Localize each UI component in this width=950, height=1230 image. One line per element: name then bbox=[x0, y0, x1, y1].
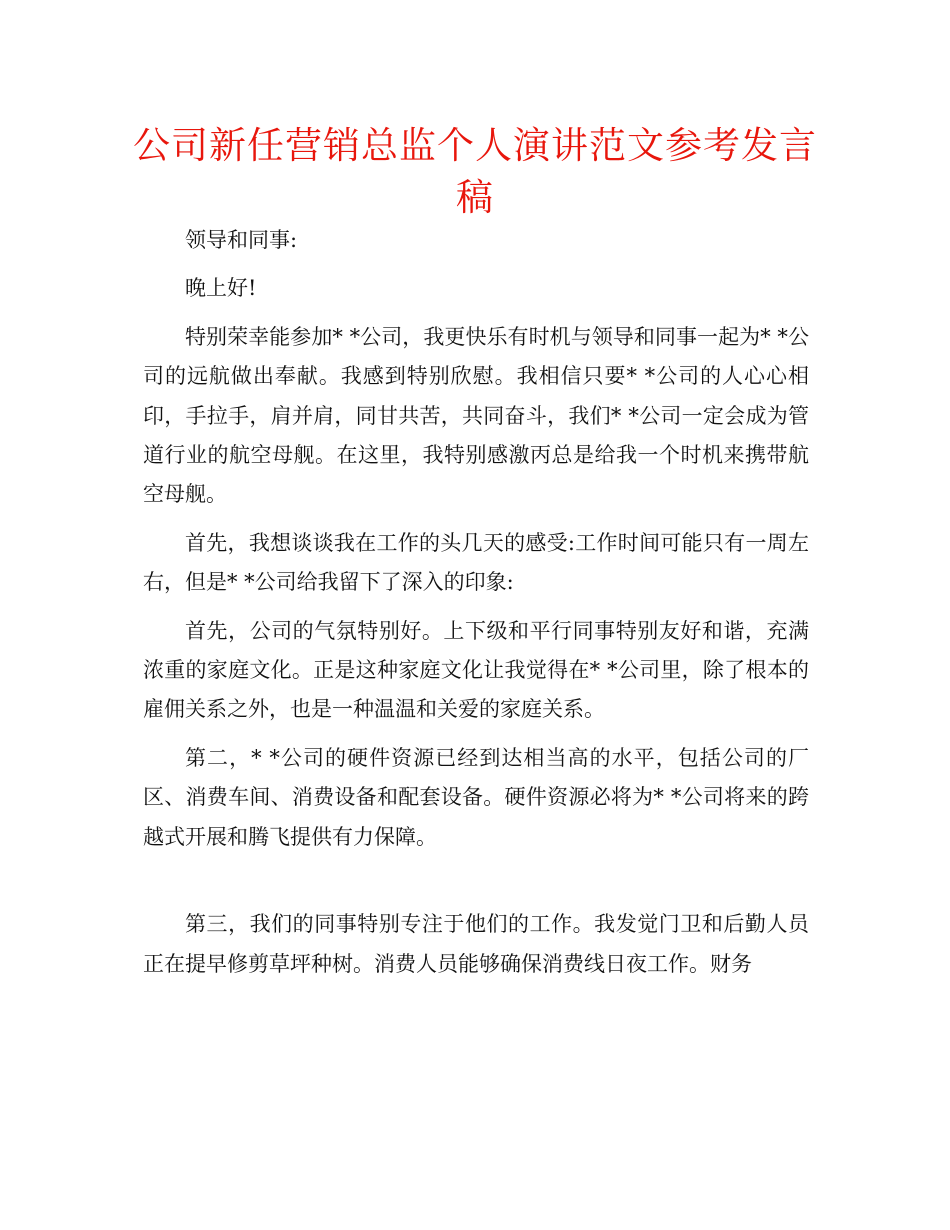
paragraph-point-three: 第三，我们的同事特别专注于他们的工作。我发觉门卫和后勤人员正在提早修剪草坪种树。消费人员能够确保消费线日夜工作。财务 bbox=[143, 912, 809, 976]
document-body bbox=[143, 221, 809, 993]
paragraph-salutation: 晚上好! bbox=[185, 276, 257, 301]
paragraph-intro: 特别荣幸能参加* *公司，我更快乐有时机与领导和同事一起为* *公司的远航做出奉献。我感到特别欣慰。我相信只要* *公司的人心心相印，手拉手，肩并肩，同甘共苦，共同奋斗，我们* *公司一定会成为管道行业的航空母舰。在这里，我特别感激丙总是给我一个时机来携带航空母舰。 bbox=[143, 324, 809, 507]
paragraph-point-two: 第二，* *公司的硬件资源已经到达相当高的水平，包括公司的厂区、消费车间、消费设备和配套设备。硬件资源必将为* *公司将来的跨越式开展和腾飞提供有力保障。 bbox=[143, 745, 809, 849]
paragraph-greeting: 领导和同事: bbox=[185, 228, 298, 252]
paragraph-point-one: 首先，公司的气氛特别好。上下级和平行同事特别友好和谐，充满浓重的家庭文化。正是这种家庭文化让我觉得在* *公司里，除了根本的雇佣关系之外，也是一种温温和关爱的家庭关系。 bbox=[143, 618, 809, 722]
paragraph-first-impressions: 首先，我想谈谈我在工作的头几天的感受:工作时间可能只有一周左右，但是* *公司给我留下了深入的印象: bbox=[143, 530, 809, 595]
document-title: 公司新任营销总监个人演讲范文参考发言稿 bbox=[133, 124, 817, 219]
